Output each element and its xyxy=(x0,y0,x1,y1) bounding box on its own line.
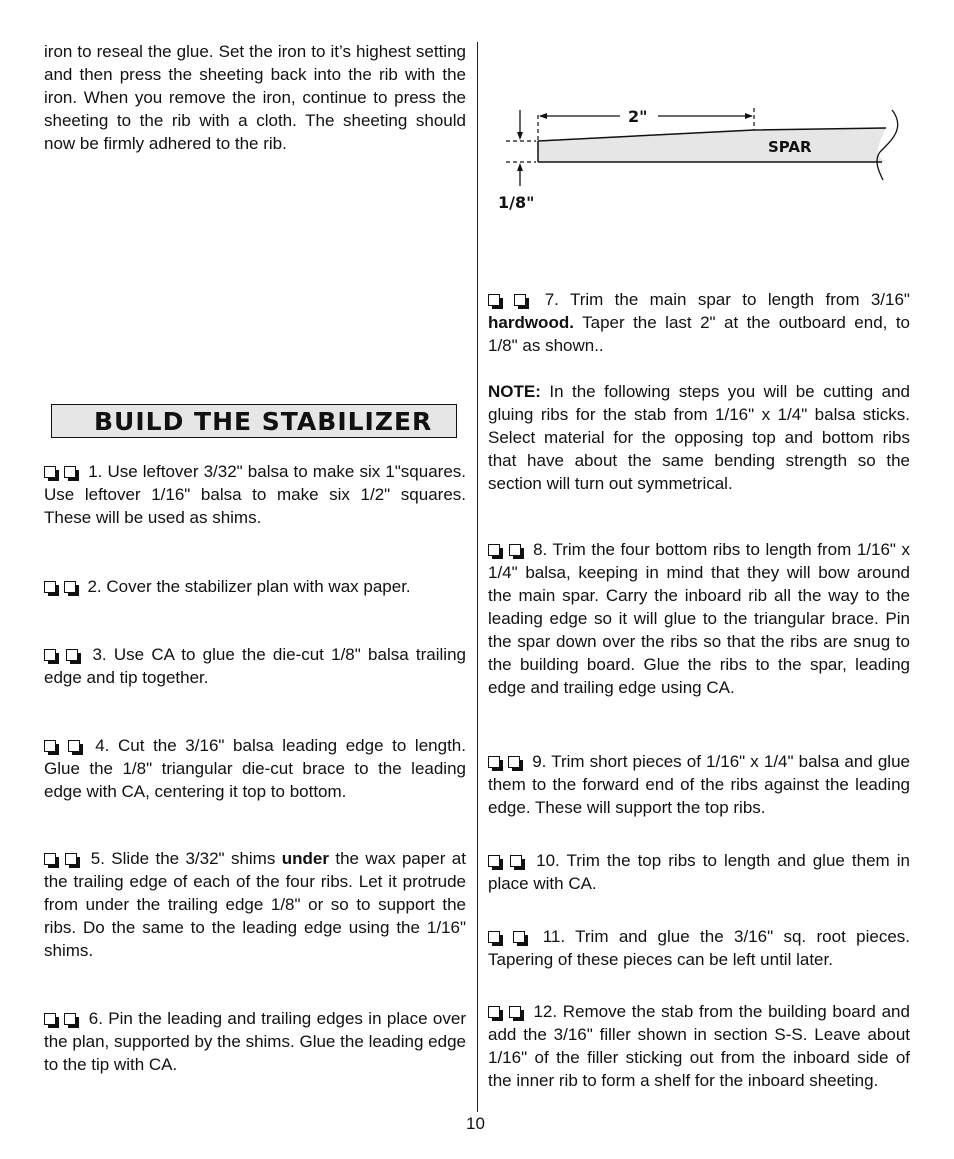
checkbox-icon[interactable] xyxy=(488,294,500,306)
checkbox-icon[interactable] xyxy=(64,581,76,593)
arrowhead-icon xyxy=(517,163,523,171)
step-9-text: 9. Trim short pieces of 1/16" x 1/4" balsa and glue them to the forward end of the ribs against the leading edge. These will support the top ribs. xyxy=(488,752,910,817)
checkbox-icon[interactable] xyxy=(488,756,500,768)
section-heading xyxy=(51,404,457,438)
checkbox-icon[interactable] xyxy=(488,855,500,867)
step-8-checkboxes[interactable] xyxy=(488,540,524,559)
note-text: In the following steps you will be cutting and gluing ribs for the stab from 1/16" x 1/4" balsa sticks. Select material for the opposing top and bottom ribs that have about the same bending strength so the section will turn out symmetrical. xyxy=(488,382,910,493)
step-10-text: 10. Trim the top ribs to length and glue them in place with CA. xyxy=(488,851,910,893)
step-12-text: 12. Remove the stab from the building board and add the 3/16" filler shown in section S-S. Leave about 1/16" of the filler sticking out from the inboard side of the inner rib to form a shelf for the inboard sheeting. xyxy=(488,1002,910,1090)
step-12 xyxy=(488,1000,910,1092)
checkbox-icon[interactable] xyxy=(513,931,525,943)
step-9 xyxy=(488,750,910,819)
checkbox-icon[interactable] xyxy=(488,931,500,943)
step-5-text-rest: the wax paper at the trailing edge of each of the four ribs. Let it protrude from under the trailing edge 1/8" or so to support the ribs. Do the same to the leading edge using the 1/16" shims. xyxy=(44,849,466,960)
step-7-emphasis: hardwood. xyxy=(488,313,574,332)
step-4 xyxy=(44,734,466,803)
checkbox-icon[interactable] xyxy=(44,581,56,593)
step-8-text: 8. Trim the four bottom ribs to length from 1/16" x 1/4" balsa, keeping in mind that they will bow around the main spar. Carry the inboard rib all the way to the leading edge so it will glue to the triangular brace. Pin the spar down over the ribs so that the ribs are snug to the building board. Glue the ribs to the spar, leading edge and trailing edge using CA. xyxy=(488,540,910,697)
break-line xyxy=(877,110,898,180)
checkbox-icon[interactable] xyxy=(66,649,78,661)
step-7-checkboxes[interactable] xyxy=(488,290,529,309)
step-2-text: 2. Cover the stabilizer plan with wax paper. xyxy=(87,577,411,596)
step-3 xyxy=(44,643,466,689)
arrowhead-icon xyxy=(539,113,547,119)
spar-taper-diagram xyxy=(488,90,928,270)
step-11-text: 11. Trim and glue the 3/16" sq. root pieces. Tapering of these pieces can be left until later. xyxy=(488,927,911,969)
checkbox-icon[interactable] xyxy=(64,1013,76,1025)
step-3-text: 3. Use CA to glue the die-cut 1/8" balsa trailing edge and tip together. xyxy=(44,645,466,687)
step-11 xyxy=(488,925,910,971)
step-5-text: 5. Slide the 3/32" shims xyxy=(90,849,276,868)
step-3-checkboxes[interactable] xyxy=(44,645,81,664)
step-6-text: 6. Pin the leading and trailing edges in place over the plan, supported by the shims. Glue the leading edge to the tip with CA. xyxy=(44,1009,466,1074)
arrowhead-icon xyxy=(517,132,523,140)
note-label: NOTE: xyxy=(488,382,541,401)
step-7-text-rest: Taper the last 2" at the outboard end, to 1/8" as shown.. xyxy=(488,313,911,355)
column-divider xyxy=(477,42,478,1112)
length-label: 2" xyxy=(628,107,648,126)
step-5-emphasis: under xyxy=(281,849,329,868)
step-10 xyxy=(488,849,910,895)
step-1-checkboxes[interactable] xyxy=(44,462,79,481)
checkbox-icon[interactable] xyxy=(510,855,522,867)
step-1-text: 1. Use leftover 3/32" balsa to make six 1"squares. Use leftover 1/16" balsa to make six 1/2" squares. These will be used as shims. xyxy=(44,462,466,527)
checkbox-icon[interactable] xyxy=(509,544,521,556)
intro-paragraph: iron to reseal the glue. Set the iron to it’s highest setting and then press the sheeting back into the rib with the iron. When you remove the iron, continue to press the sheeting to the rib with a cloth. The sheeting should now be firmly adhered to the rib. xyxy=(44,42,466,153)
checkbox-icon[interactable] xyxy=(488,544,500,556)
step-11-checkboxes[interactable] xyxy=(488,927,528,946)
checkbox-icon[interactable] xyxy=(509,1006,521,1018)
checkbox-icon[interactable] xyxy=(44,466,56,478)
step-4-checkboxes[interactable] xyxy=(44,736,83,755)
step-9-checkboxes[interactable] xyxy=(488,752,523,771)
step-7 xyxy=(488,288,910,357)
step-5 xyxy=(44,847,466,962)
page-number: 10 xyxy=(466,1114,485,1133)
checkbox-icon[interactable] xyxy=(44,740,56,752)
step-1 xyxy=(44,460,466,529)
checkbox-icon[interactable] xyxy=(64,466,76,478)
section-heading-text: BUILD THE STABILIZER xyxy=(94,407,433,436)
step-8 xyxy=(488,538,910,699)
checkbox-icon[interactable] xyxy=(44,853,56,865)
checkbox-icon[interactable] xyxy=(508,756,520,768)
checkbox-icon[interactable] xyxy=(65,853,77,865)
note-paragraph xyxy=(488,380,910,495)
spar-label: SPAR xyxy=(768,138,812,156)
step-2 xyxy=(44,575,466,598)
checkbox-icon[interactable] xyxy=(514,294,526,306)
step-4-text: 4. Cut the 3/16" balsa leading edge to length. Glue the 1/8" triangular die-cut brace to the leading edge with CA, centering it top to bottom. xyxy=(44,736,466,801)
step-2-checkboxes[interactable] xyxy=(44,577,79,596)
arrowhead-icon xyxy=(745,113,753,119)
checkbox-icon[interactable] xyxy=(488,1006,500,1018)
step-7-text: 7. Trim the main spar to length from 3/16" xyxy=(544,290,910,309)
step-5-checkboxes[interactable] xyxy=(44,849,80,868)
step-10-checkboxes[interactable] xyxy=(488,851,525,870)
checkbox-icon[interactable] xyxy=(68,740,80,752)
step-6 xyxy=(44,1007,466,1076)
thickness-label: 1/8" xyxy=(498,193,535,212)
spar-fill xyxy=(538,128,886,162)
checkbox-icon[interactable] xyxy=(44,1013,56,1025)
step-12-checkboxes[interactable] xyxy=(488,1002,524,1021)
checkbox-icon[interactable] xyxy=(44,649,56,661)
step-6-checkboxes[interactable] xyxy=(44,1009,79,1028)
